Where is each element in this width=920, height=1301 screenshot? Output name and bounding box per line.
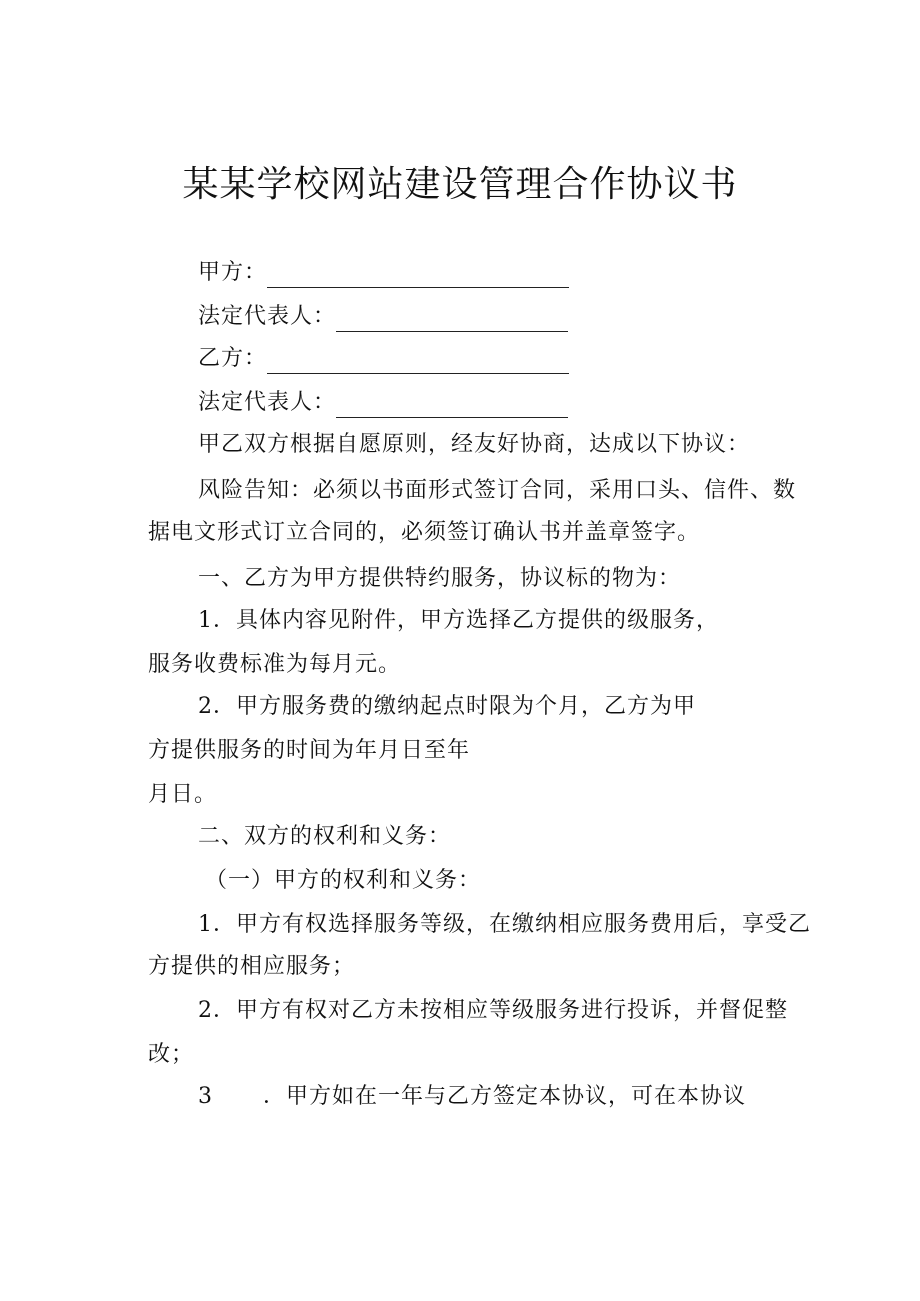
risk-notice-line-2: 据电文形式订立合同的，必须签订确认书并盖章签字。 (148, 520, 701, 545)
risk-notice-line-1: 风险告知：必须以书面形式签订合同，采用口头、信件、数 (198, 478, 797, 503)
document-title: 某某学校网站建设管理合作协议书 (182, 164, 738, 205)
party-b-representative-label: 法定代表人： (198, 390, 337, 415)
intro-line: 甲乙双方根据自愿原则，经友好协商，达成以下协议： (198, 432, 751, 457)
item-1-line-1: 1．具体内容见附件，甲方选择乙方提供的级服务， (198, 608, 719, 633)
section-1-heading: 一、乙方为甲方提供特约服务，协议标的物为： (198, 566, 682, 591)
subsection-1-heading: （一）甲方的权利和义务： (205, 868, 482, 893)
party-a-blank (267, 267, 569, 288)
party-b-representative-field (198, 388, 568, 418)
party-a-field (198, 258, 569, 288)
party-b-blank (267, 353, 569, 374)
party-b-label: 乙方： (198, 346, 268, 371)
item-1-line-2: 服务收费标准为每月元。 (148, 652, 402, 677)
item-2-line-1: 2．甲方服务费的缴纳起点时限为个月，乙方为甲 (198, 694, 696, 719)
right-1-line-2: 方提供的相应服务； (148, 954, 356, 979)
right-3-text: ．甲方如在一年与乙方签定本协议，可在本协议 (263, 1084, 747, 1109)
party-a-representative-blank (336, 311, 568, 332)
right-2-line-1: 2．甲方有权对乙方未按相应等级服务进行投诉，并督促整 (198, 998, 788, 1023)
item-2-line-2: 方提供服务的时间为年月日至年 (148, 738, 471, 763)
party-a-representative-label: 法定代表人： (198, 304, 337, 329)
party-a-representative-field (198, 302, 568, 332)
right-1-line-1: 1．甲方有权选择服务等级，在缴纳相应服务费用后，享受乙 (198, 912, 811, 937)
right-2-line-2: 改； (148, 1042, 195, 1067)
party-a-label: 甲方： (198, 260, 268, 285)
item-2-line-3: 月日。 (148, 782, 218, 807)
party-b-field (198, 344, 569, 374)
right-3-number: 3 (198, 1084, 213, 1109)
section-2-heading: 二、双方的权利和义务： (198, 824, 452, 849)
party-b-representative-blank (336, 397, 568, 418)
right-3-line-1 (198, 1082, 746, 1112)
